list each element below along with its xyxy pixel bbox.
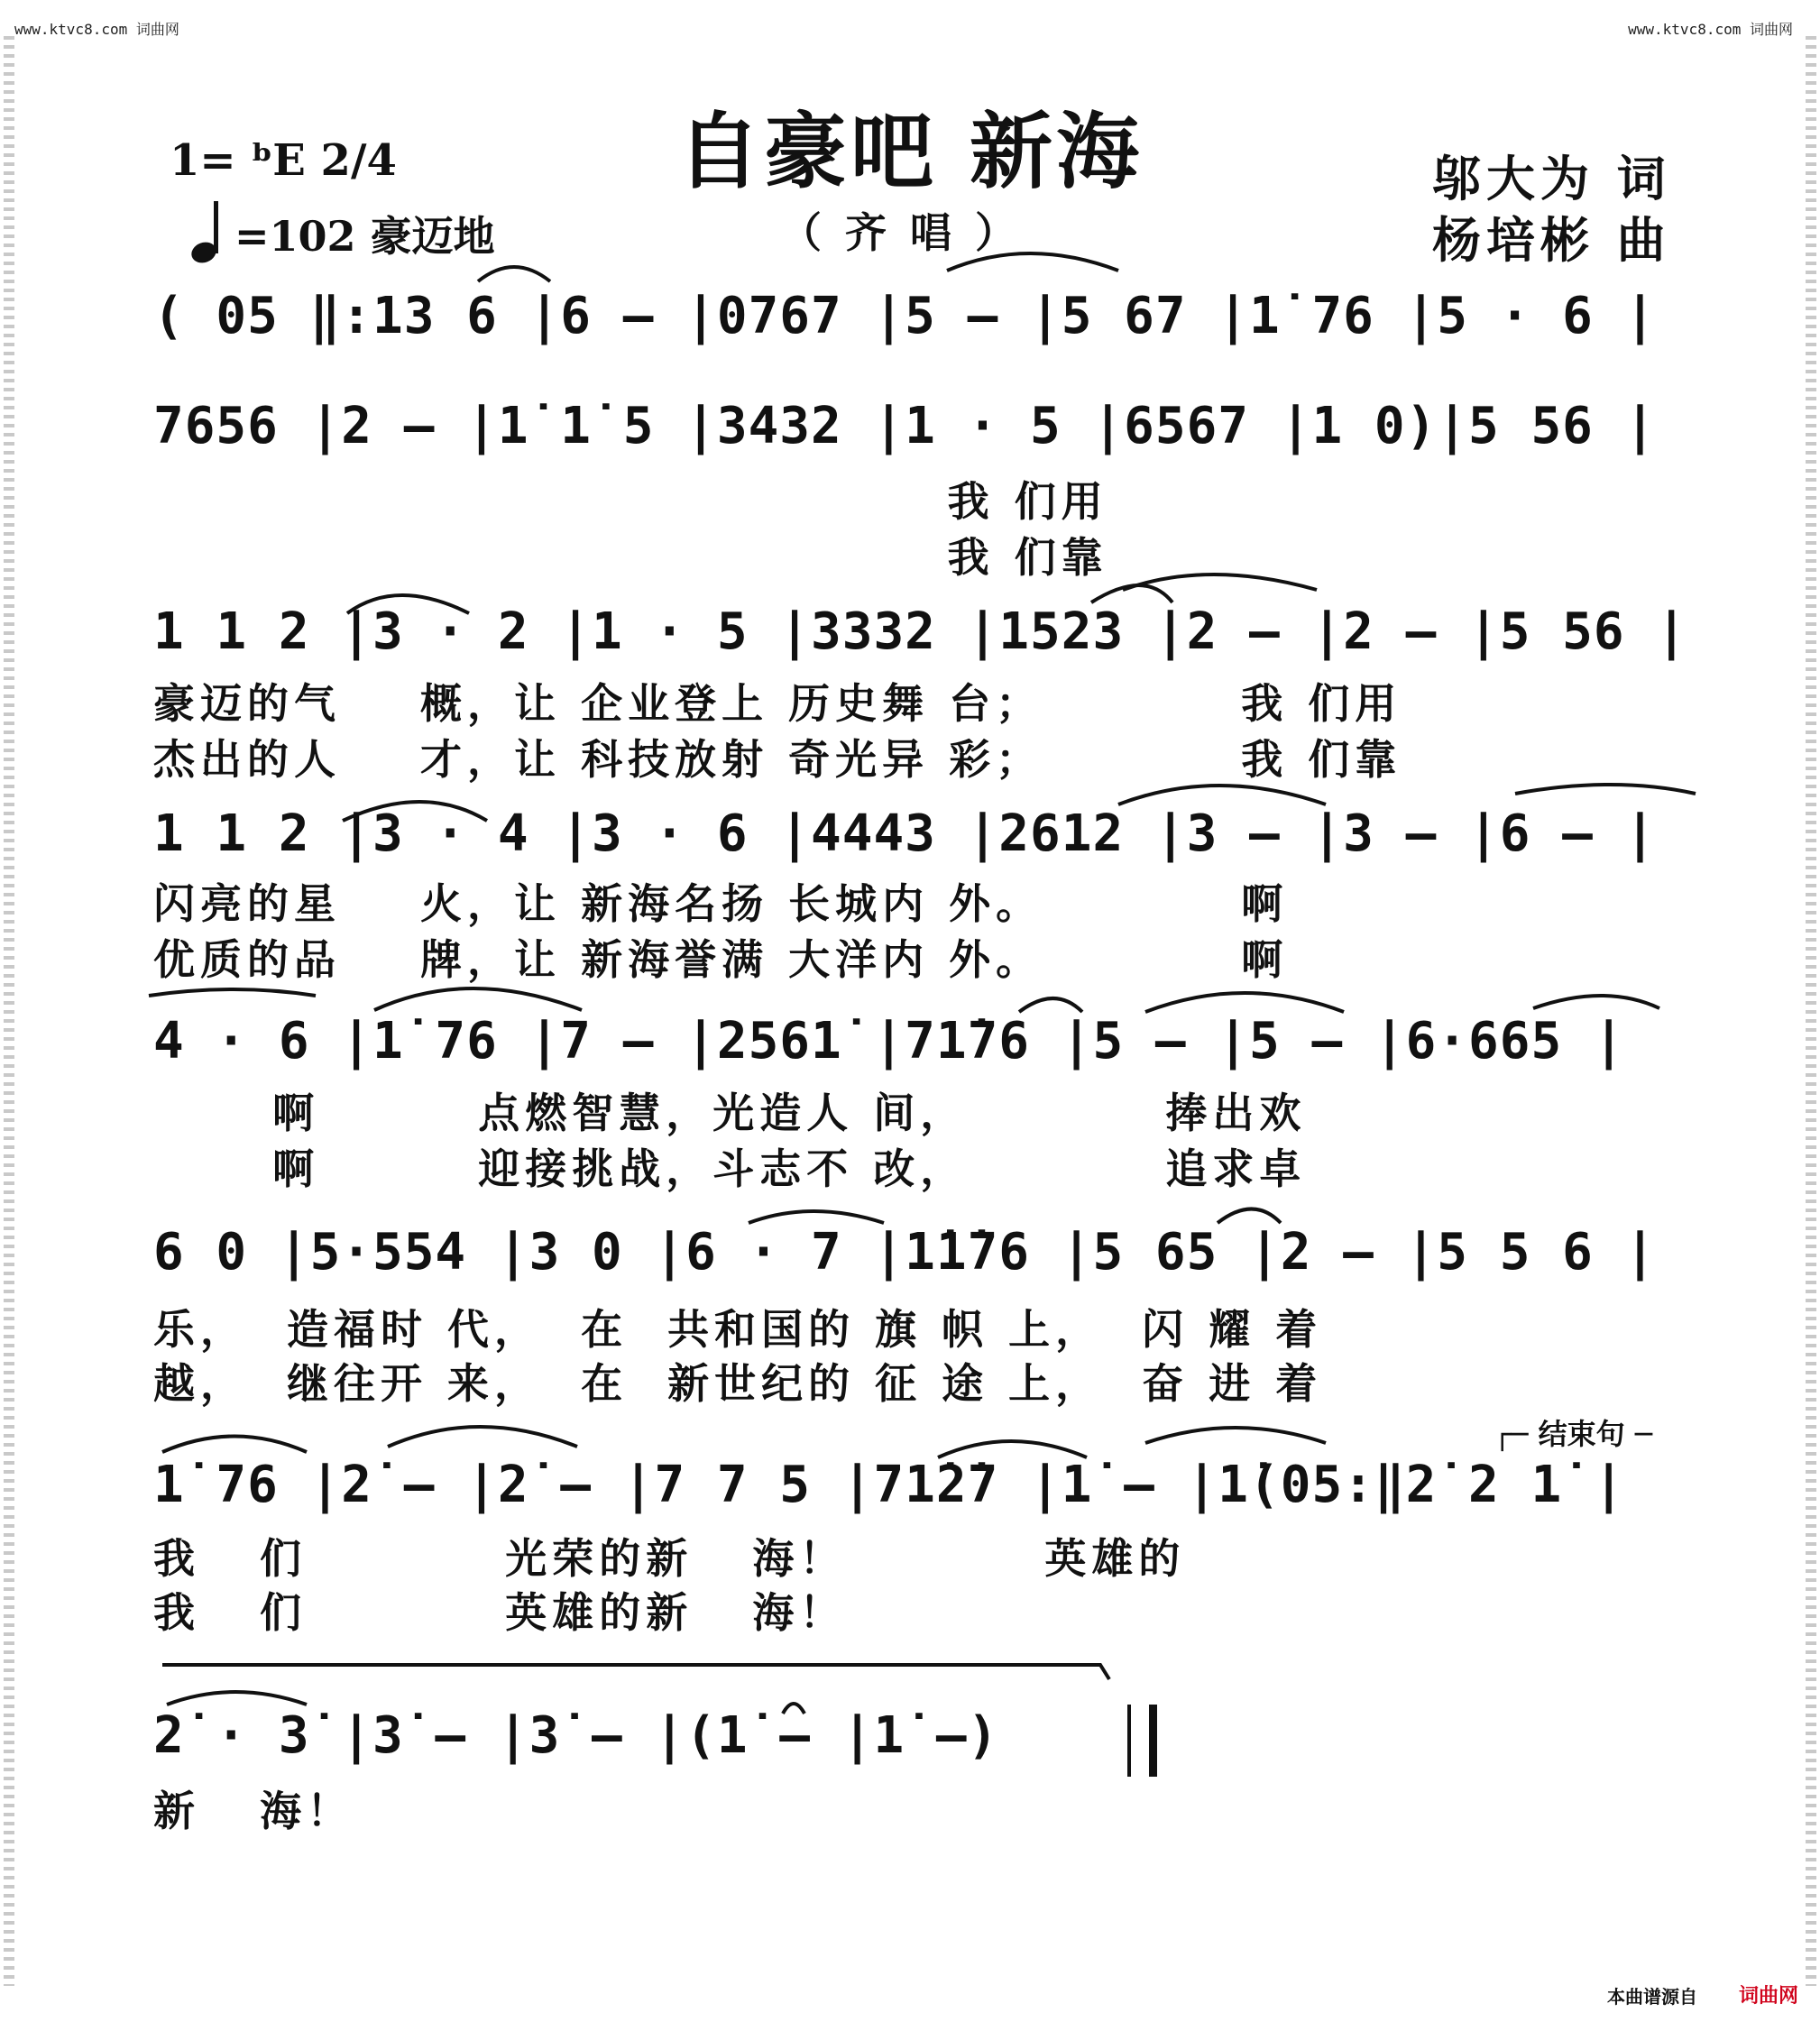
score-row-1: [153, 287, 1690, 359]
lyric-verse-2: 杰出的人 才，让 科技放射 奇光异 彩； 我 们靠: [153, 735, 1402, 784]
lyric-verse-2: 越， 继往开 来， 在 新世纪的 征 途 上， 奋 进 着: [153, 1359, 1323, 1408]
source-notice: 本曲谱源自: [1607, 1986, 1697, 2008]
score-row-2: [153, 397, 1690, 582]
final-barline: [1127, 1705, 1157, 1777]
ending-text: 结束句: [1538, 1417, 1625, 1451]
ending-label: [1494, 1411, 1652, 1453]
tempo-marking: [191, 204, 495, 263]
song-subtitle: （齐唱）: [780, 208, 1040, 257]
score-row-4: [153, 804, 1690, 984]
notation-line: 6 0 |5·554 |3 0 |6 · 7 |1̇1̇76 |5 65 |2 — |5 5 6 |: [153, 1223, 1657, 1282]
left-border-strip: [4, 36, 14, 1986]
composer-credit: 杨培彬 曲: [1432, 211, 1671, 269]
lyric-verse-2: 我 们 英雄的新 海！: [153, 1588, 847, 1637]
ending-bracket-end: ─: [1624, 1417, 1653, 1451]
notation-line: 2̇ · 3̇ |3̇ — |3̇ — |(1̇ — |1̇ —): [153, 1706, 999, 1765]
lyric-verse-1: 新 海！: [153, 1787, 354, 1835]
tempo-text: =102 豪迈地: [234, 212, 495, 261]
notation-line: 4 · 6 |1̇ 76 |7 — |2561̇ |71̇76 |5 — |5 — |6·665 |: [153, 1012, 1625, 1071]
song-title: 自豪吧 新海: [676, 103, 1144, 200]
right-border-strip: [1806, 36, 1816, 1986]
lyric-verse-1: 我 们 光荣的新 海！ 英雄的: [153, 1534, 1186, 1583]
score-row-7: [153, 1456, 1690, 1637]
score-row-3: [153, 602, 1690, 784]
score-row-8: [153, 1706, 1690, 1835]
lyric-verse-1: 我 们用: [153, 477, 1108, 526]
site-url-right[interactable]: www.ktvc8.com 词曲网: [1628, 21, 1793, 38]
site-url-left[interactable]: www.ktvc8.com 词曲网: [14, 21, 179, 38]
lyric-verse-1: 闪亮的星 火，让 新海名扬 长城内 外。 啊: [153, 879, 1289, 928]
lyric-verse-2: 我 们靠: [153, 533, 1108, 582]
lyric-verse-2: 啊 迎接挑战，斗志不 改， 追求卓: [153, 1144, 1307, 1193]
score-row-5: [153, 1012, 1690, 1193]
quarter-note-icon: [191, 205, 227, 262]
notation-line: ( 05 ‖:13 6 |6 — |0767 |5 — |5 67 |1̇ 76 |5 · 6 |: [153, 287, 1657, 345]
lyric-verse-1: 豪迈的气 概，让 企业登上 历史舞 台； 我 们用: [153, 679, 1402, 728]
notation-line: 1 1 2 |3 · 4 |3 · 6 |4443 |2612 |3 — |3 — |6 — |: [153, 804, 1657, 863]
lyricist-credit: 邬大为 词: [1432, 150, 1671, 207]
notation-line: 7656 |2 — |1̇ 1̇ 5 |3432 |1 · 5 |6567 |1 0)|5 56 |: [153, 397, 1657, 455]
notation-line: 1̇ 76 |2̇ — |2̇ — |7 7 5 |71̇2̇7 |1̇ — |1̇(05:‖2̇ 2 1̇ |: [153, 1456, 1625, 1514]
lyric-verse-1: 乐， 造福时 代， 在 共和国的 旗 帜 上， 闪 耀 着: [153, 1305, 1323, 1354]
key-signature: 1= ᵇE 2/4: [170, 135, 397, 186]
brand-link[interactable]: 词曲网: [1739, 1985, 1799, 2008]
ending-bracket: ┌─: [1494, 1417, 1539, 1451]
notation-line: 1 1 2 |3 · 2 |1 · 5 |3332 |1523 |2 — |2 — |5 56 |: [153, 602, 1688, 661]
lyric-verse-1: 啊 点燃智慧，光造人 间， 捧出欢: [153, 1089, 1307, 1137]
score-row-6: [153, 1223, 1690, 1408]
lyric-verse-2: 优质的品 牌，让 新海誉满 大洋内 外。 啊: [153, 935, 1289, 984]
